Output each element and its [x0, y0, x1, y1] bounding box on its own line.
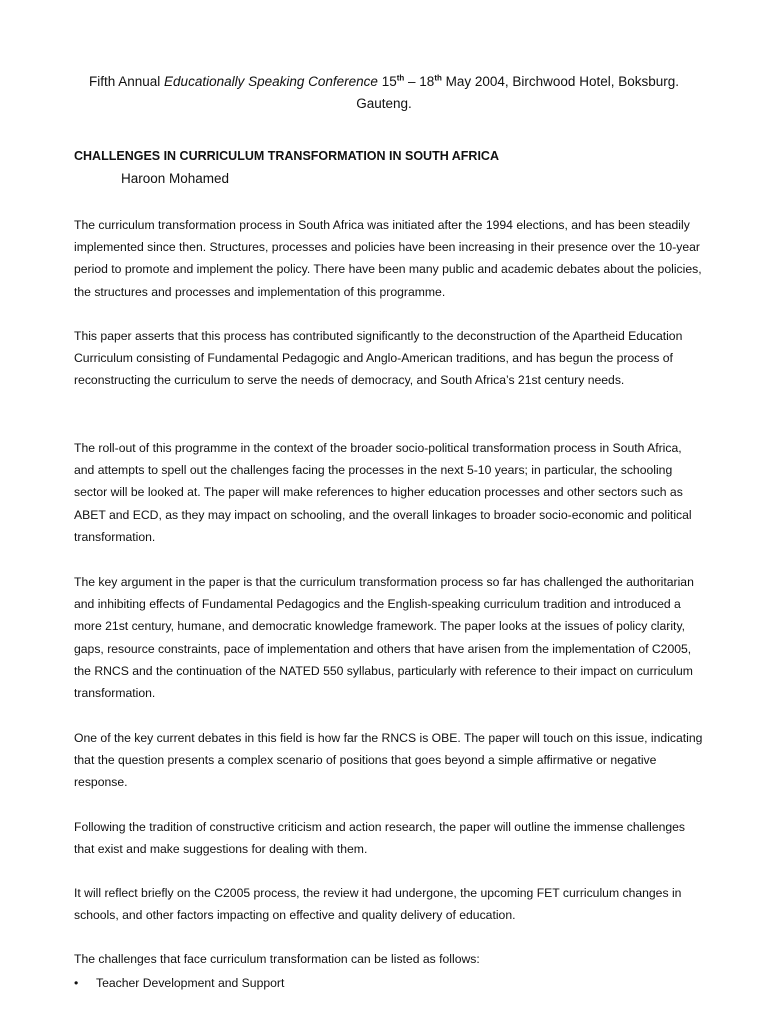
challenges-list [74, 973, 284, 993]
paragraph-3: The roll-out of this programme in the context of the broader socio-political transformation process in South Africa, and attempts to spell out the challenges facing the processes in the next 5-10 years; in particular, the schooling sector will be looked at. The paper will make references to higher education processes and other sectors such as ABET and ECD, as they may impact on schooling, and the overall linkages to broader socio-economic and political transformation. [74, 441, 692, 544]
paper-author: Haroon Mohamed [121, 171, 230, 186]
paragraph-4: The key argument in the paper is that the curriculum transformation process so far has challenged the authoritarian and inhibiting effects of Fundamental Pedagogics and the English-speaking curriculum tradition and introduced a more 21st century, humane, and democratic knowledge framework. The paper looks at the issues of policy clarity, gaps, resource constraints, pace of implementation and others that have arisen from the implementation of C2005, the RNCS and the continuation of the NATED 550 syllabus, particularly with reference to their impact on curriculum transformation. [74, 575, 694, 701]
event-location: May 2004, Birchwood Hotel, Boksburg. [441, 74, 679, 89]
conference-header-line-1 [40, 71, 728, 93]
header-prefix: Fifth Annual [88, 74, 165, 89]
paragraph-8: The challenges that face curriculum transformation can be listed as follows: [74, 952, 480, 966]
paragraph-2: This paper asserts that this process has contributed significantly to the deconstruction of the Apartheid Education Curriculum consisting of Fundamental Pedagogic and Anglo-American traditions, and has begun the process of reconstructing the curriculum to serve the needs of democracy, and South Africa’s 21st century needs. [74, 329, 683, 388]
paragraph-5: One of the key current debates in this field is how far the RNCS is OBE. The paper will touch on this issue, indicating that the question presents a complex scenario of positions that goes beyond a simple affirmative or negative response. [74, 731, 703, 790]
list-item-label: Teacher Development and Support [96, 976, 285, 990]
day-end: – 18 [404, 74, 435, 89]
conference-province: Gauteng. [356, 96, 412, 111]
bullet-icon: • [74, 976, 79, 990]
day-end-suffix: th [434, 73, 442, 83]
event-name: Educationally Speaking Conference [164, 74, 378, 89]
paragraph-1: The curriculum transformation process in South Africa was initiated after the 1994 elections, and has been steadily implemented since then. Structures, processes and policies have been increasing in their presence over the 10-year period to promote and implement the policy. There have been many public and academic debates about the policies, the structures and processes and implementation of this programme. [74, 218, 702, 299]
day-start: 15 [377, 74, 397, 89]
paragraph-6: Following the tradition of constructive criticism and action research, the paper will outline the immense challenges that exist and make suggestions for dealing with them. [74, 820, 686, 857]
paper-title: CHALLENGES IN CURRICULUM TRANSFORMATION IN SOUTH AFRICA [74, 149, 499, 163]
paragraph-7: It will reflect briefly on the C2005 process, the review it had undergone, the upcoming FET curriculum changes in schools, and other factors impacting on effective and quality delivery of education. [74, 886, 682, 923]
conference-header [40, 71, 728, 115]
day-start-suffix: th [396, 73, 405, 83]
list-item [74, 973, 284, 993]
